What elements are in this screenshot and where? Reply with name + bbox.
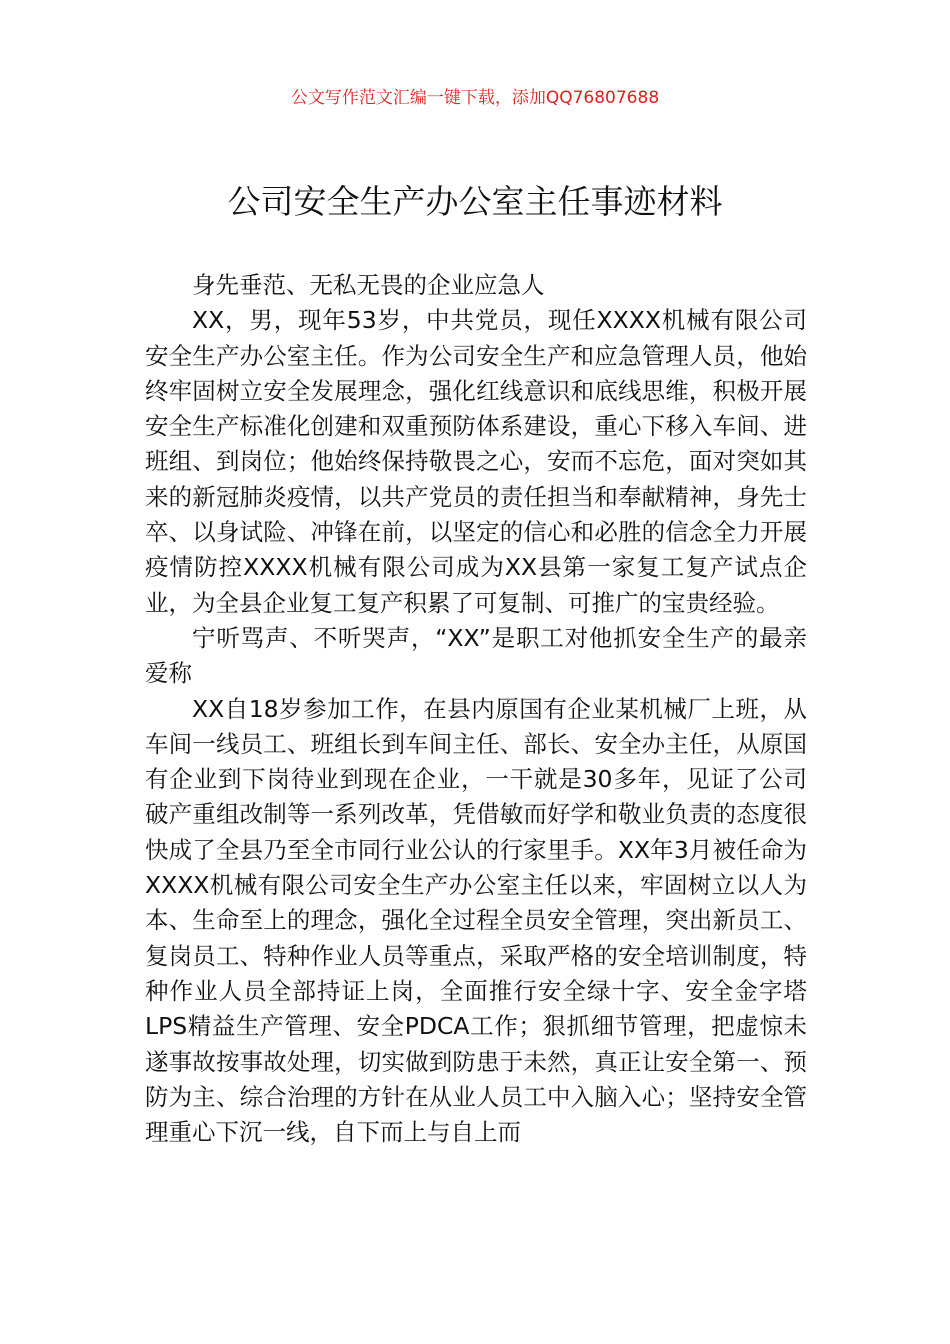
subheading-paragraph: 宁听骂声、不听哭声，“XX”是职工对他抓安全生产的最亲爱称 bbox=[145, 623, 807, 688]
body-paragraph: XX自18岁参加工作，在县内原国有企业某机械厂上班，从车间一线员工、班组长到车间主任、部长、安全办主任，从原国有企业到下岗待业到现在企业，一干就是30多年，见证了公司破产重组改制等一系列改革，凭借敏而好学和敬业负责的态度很快成了全县乃至全市同行业公认的行家里手。XX年3月被任命为XXXX机械有限公司安全生产办公室主任以来，牢固树立以人为本、生命至上的理念，强化全过程全员安全管理，突出新员工、复岗员工、特种作业人员等重点，采取严格的安全培训制度，特种作业人员全部持证上岗，全面推行安全绿十字、安全金字塔LPS精益生产管理、安全PDCA工作；狠抓细节管理，把虚惊未遂事故按事故处理，切实做到防患于未然，真正让安全第一、预防为主、综合治理的方针在从业人员工中入脑入心；坚持安全管理重心下沉一线，自下而上与自上而 bbox=[145, 694, 807, 1147]
document-title: 公司安全生产办公室主任事迹材料 bbox=[227, 182, 723, 221]
document-body bbox=[145, 268, 807, 1150]
body-paragraph: XX，男，现年53岁，中共党员，现任XXXX机械有限公司安全生产办公室主任。作为公司安全生产和应急管理人员，他始终牢固树立安全发展理念，强化红线意识和底线思维，积极开展安全生产标准化创建和双重预防体系建设，重心下移入车间、进班组、到岗位；他始终保持敬畏之心，安而不忘危，面对突如其来的新冠肺炎疫情，以共产党员的责任担当和奉献精神，身先士卒、以身试险、冲锋在前，以坚定的信心和必胜的信念全力开展疫情防控XXXX机械有限公司成为XX县第一家复工复产试点企业，为全县企业复工复产积累了可复制、可推广的宝贵经验。 bbox=[145, 306, 807, 617]
download-notice: 公文写作范文汇编一键下载，添加QQ76807688 bbox=[290, 88, 660, 108]
subheading-paragraph: 身先垂范、无私无畏的企业应急人 bbox=[192, 271, 545, 299]
